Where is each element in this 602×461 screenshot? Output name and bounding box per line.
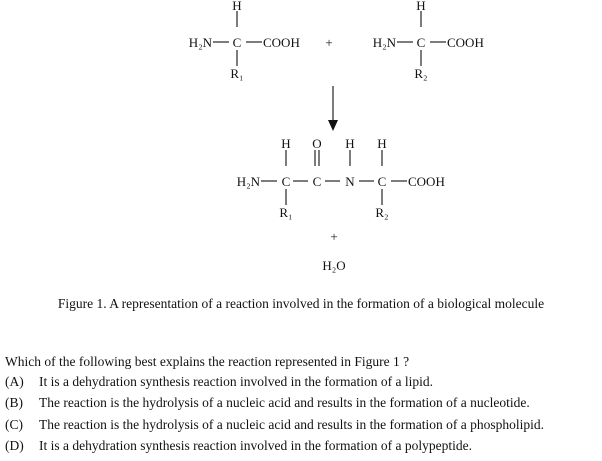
product-amide-hydrogen: H (345, 136, 355, 151)
option-a-letter: (A) (5, 374, 24, 389)
reactant-plus-sign: + (325, 35, 333, 50)
product-hydrogen-2: H (377, 136, 387, 151)
r1-alpha-carbon: C (232, 35, 242, 50)
figure-caption: Figure 1. A representation of a reaction involved in the formation of a biological molecule (57, 296, 545, 311)
product-carbonyl-oxygen: O (312, 136, 322, 151)
product-hydrogen-1: H (281, 136, 291, 151)
r2-alpha-carbon: C (416, 35, 426, 50)
product-side-chain-2: R₂ (375, 205, 389, 220)
option-b-text: The reaction is the hydrolysis of a nucleic acid and results in the formation of a nucleotide. (39, 395, 530, 411)
option-d-text: It is a dehydration synthesis reaction involved in the formation of a polypeptide. (39, 438, 473, 454)
r2-amino-group: H₂N (372, 35, 396, 50)
r1-hydrogen: H (232, 0, 242, 13)
option-a-text: It is a dehydration synthesis reaction involved in the formation of a lipid. (39, 374, 434, 389)
r2-hydrogen: H (416, 0, 426, 13)
product-alpha-carbon-1: C (281, 174, 291, 189)
product-alpha-carbon-2: C (377, 174, 387, 189)
product-carboxyl-group: COOH (408, 174, 445, 189)
option-c[interactable] (5, 414, 544, 435)
product-side-chain-1: R₁ (279, 205, 293, 220)
r1-carboxyl-group: COOH (263, 35, 300, 50)
option-b-letter: (B) (5, 395, 23, 411)
product-carbonyl-carbon: C (312, 174, 322, 189)
product-amino-group: H₂N (236, 174, 260, 189)
option-b[interactable] (5, 392, 544, 413)
product-plus-sign: + (330, 229, 338, 244)
option-d-letter: (D) (5, 438, 24, 454)
reaction-arrow-head (328, 120, 338, 131)
r2-side-chain: R₂ (414, 66, 428, 81)
r1-amino-group: H₂N (188, 35, 212, 50)
option-c-text: The reaction is the hydrolysis of a nucleic acid and results in the formation of a phospholipid. (39, 416, 544, 432)
option-a[interactable] (5, 371, 544, 392)
answer-options (5, 371, 544, 457)
product-amide-nitrogen: N (345, 174, 355, 189)
water-molecule: H₂O (322, 258, 346, 273)
r1-side-chain: R₁ (230, 66, 244, 81)
option-c-letter: (C) (5, 416, 23, 432)
r2-carboxyl-group: COOH (447, 35, 484, 50)
question-stem: Which of the following best explains the reaction represented in Figure 1 ? (5, 354, 410, 369)
option-d[interactable] (5, 435, 544, 456)
